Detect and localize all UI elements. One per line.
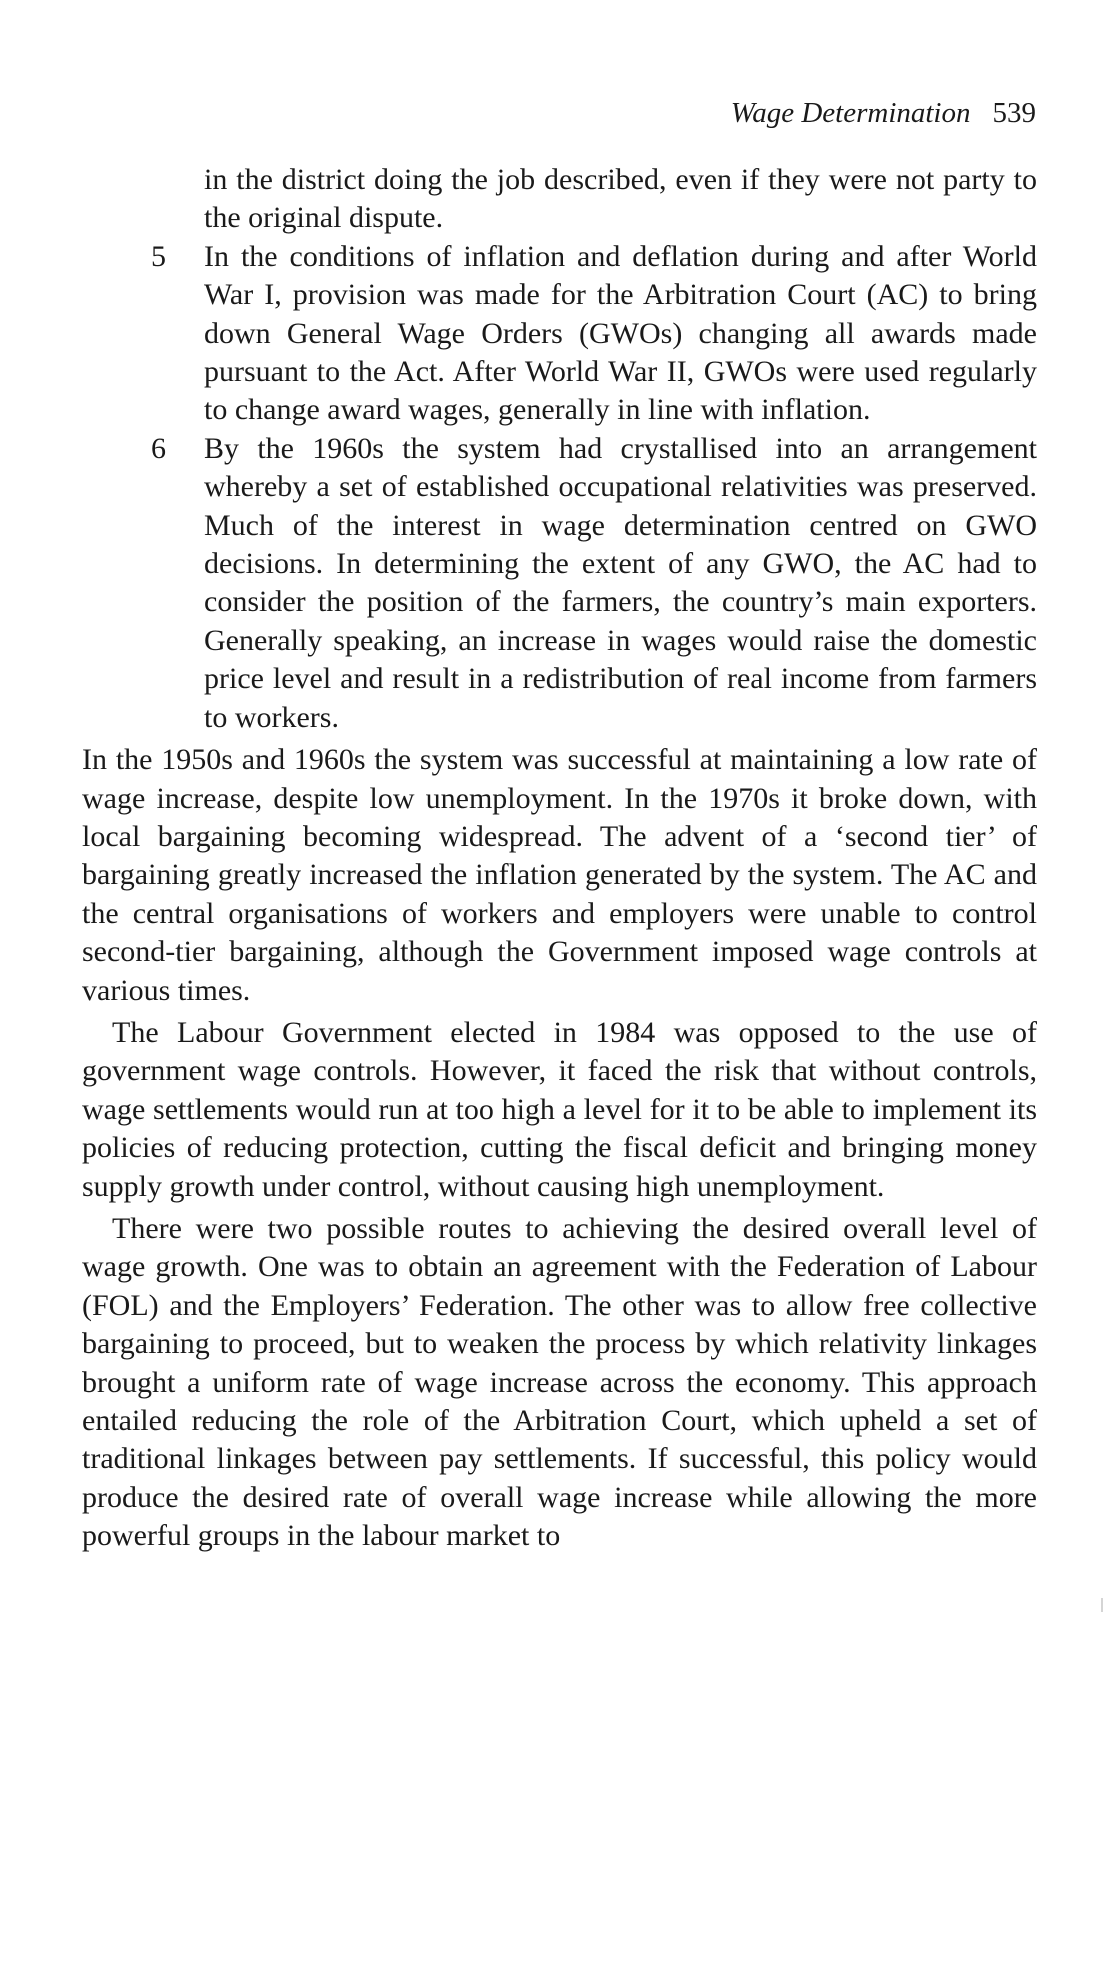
page-edge-mark: [1101, 1598, 1103, 1612]
list-item-6: [151, 430, 1037, 737]
list-item-text: In the conditions of inflation and deflation during and after World War I, provision was made for the Arbitration Court (AC) to bring down General Wage Orders (GWOs) changing all awards made pursuant to the Act. After World War II, GWOs were used regularly to change award wages, generally in line with inflation.: [204, 239, 1037, 427]
running-head: [731, 95, 1036, 131]
list-continuation: in the district doing the job described, even if they were not party to the original dispute.: [204, 163, 1037, 235]
section-title: Wage Determination: [730, 97, 971, 129]
paragraph-labour-government: The Labour Government elected in 1984 was opposed to the use of government wage controls. However, it faced the risk that without controls, wage settlements would run at too high a level for it to be able to implement its policies of reducing protection, cutting the fiscal deficit and bringing money supply growth under control, without causing high unemployment.: [82, 1015, 1037, 1203]
paragraph-two-routes: There were two possible routes to achieving the desired overall level of wage growth. One was to obtain an agreement with the Federation of Labour (FOL) and the Employers’ Federation. The other was to allow free collective bargaining to proceed, but to weaken the process by which relativity linkages brought a uniform rate of wage increase across the economy. This approach entailed reducing the role of the Arbitration Court, which upheld a set of traditional linkages between pay settlements. If successful, this policy would produce the desired rate of overall wage increase while allowing the more powerful groups in the labour market to: [82, 1211, 1037, 1553]
list-item-5: [151, 238, 1037, 430]
list-item-text: By the 1960s the system had crystallised into an arrangement whereby a set of established occupational relativities was preserved. Much of the interest in wage determination centred on GWO decisions. In determining the extent of any GWO, the AC had to consider the position of the farmers, the country’s main exporters. Generally speaking, an increase in wages would raise the domestic price level and result in a redistribution of real income from farmers to workers.: [204, 431, 1037, 734]
paragraph-1950s: In the 1950s and 1960s the system was successful at maintaining a low rate of wage increase, despite low unemployment. In the 1970s it broke down, with local bargaining becoming widespread. The advent of a ‘second tier’ of bargaining greatly increased the inflation generated by the system. The AC and the central organisations of workers and employers were unable to control second-tier bargaining, although the Government imposed wage controls at various times.: [82, 743, 1037, 1007]
body-text: [82, 161, 1037, 1556]
list-item-number: 5: [151, 239, 166, 273]
list-item-number: 6: [151, 431, 166, 465]
page-number: 539: [992, 97, 1036, 129]
numbered-list: [151, 161, 1037, 737]
